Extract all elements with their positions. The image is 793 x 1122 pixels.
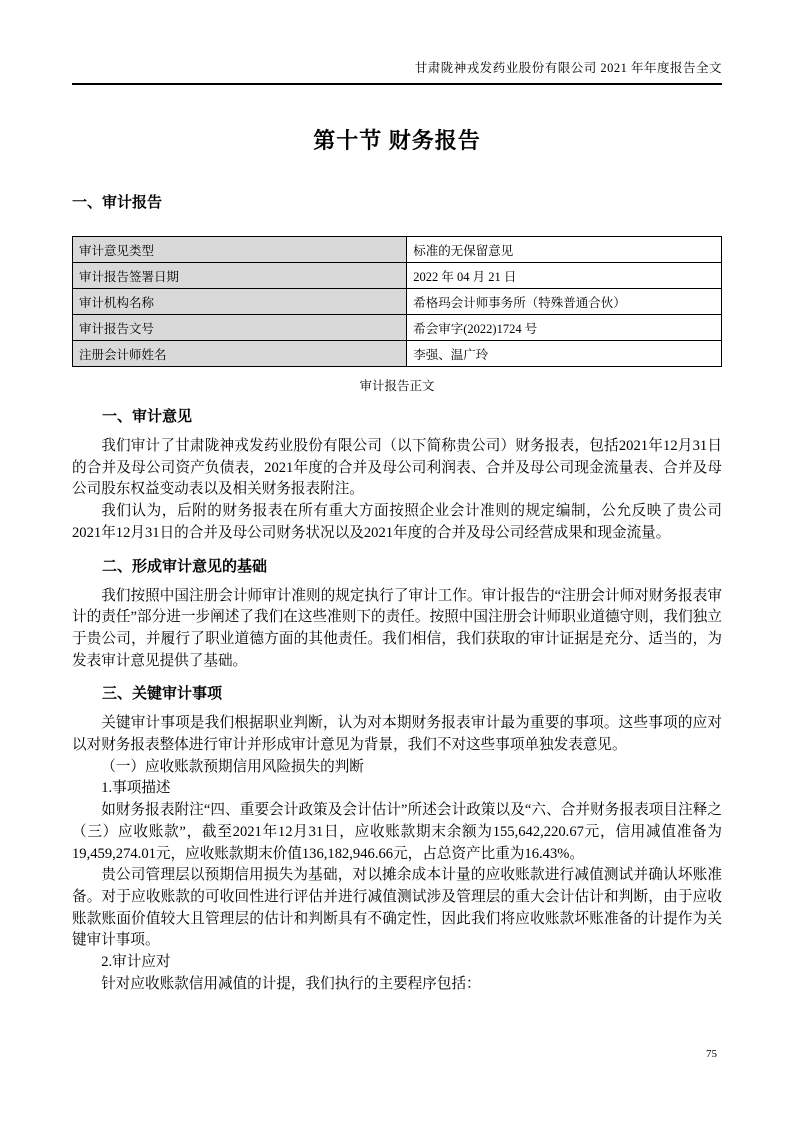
- item1-heading: （一）应收账款预期信用风险损失的判断: [101, 758, 364, 775]
- page-title: 第十节 财务报告: [313, 128, 481, 153]
- table-row: [73, 341, 722, 367]
- table-row: [73, 237, 722, 263]
- table-cell-label: 审计报告签署日期: [73, 263, 407, 289]
- audit-summary-table: [72, 236, 722, 367]
- basis-heading: 二、形成审计意见的基础: [102, 558, 268, 575]
- audit-report-heading: 一、审计报告: [72, 195, 163, 211]
- opinion-paragraph-1: 我们审计了甘肃陇神戎发药业股份有限公司（以下简称贵公司）财务报表，包括2021年12月31日的合并及母公司资产负债表，2021年度的合并及母公司利润表、合并及母公司现金流量表、合并及母公司股东权益变动表以及相关财务报表附注。: [72, 438, 722, 498]
- table-row: [73, 315, 722, 341]
- key-matters-paragraph: 关键审计事项是我们根据职业判断，认为对本期财务报表审计最为重要的事项。这些事项的应对以对财务报表整体进行审计并形成审计意见为背景，我们不对这些事项单独发表意见。: [72, 715, 722, 754]
- item1-subheading-response: 2.审计应对: [101, 954, 171, 971]
- table-cell-value: 李强、温广玲: [407, 341, 722, 367]
- page-number: 75: [706, 1048, 717, 1060]
- page-content: [72, 104, 722, 995]
- audit-report-body-subtitle: 审计报告正文: [359, 379, 435, 393]
- item1-paragraph-2: 贵公司管理层以预期信用损失为基础，对以摊余成本计量的应收账款进行减值测试并确认坏账准备。对于应收账款的可收回性进行评估并进行减值测试涉及管理层的重大会计估计和判断，由于应收账款账面价值较大且管理层的估计和判断具有不确定性，因此我们将应收账款坏账准备的计提作为关键审计事项。: [72, 867, 722, 949]
- table-cell-label: 注册会计师姓名: [73, 341, 407, 367]
- table-cell-value: 希格玛会计师事务所（特殊普通合伙）: [407, 289, 722, 315]
- table-cell-label: 审计意见类型: [73, 237, 407, 263]
- table-cell-label: 审计报告文号: [73, 315, 407, 341]
- key-matters-heading: 三、关键审计事项: [102, 686, 223, 703]
- table-cell-value: 希会审字(2022)1724 号: [407, 315, 722, 341]
- table-row: [73, 263, 722, 289]
- item1-paragraph-3: 针对应收账款信用减值的计提，我们执行的主要程序包括：: [101, 975, 481, 992]
- item1-subheading-description: 1.事项描述: [101, 780, 171, 797]
- basis-paragraph: 我们按照中国注册会计师审计准则的规定执行了审计工作。审计报告的“注册会计师对财务报表审计的责任”部分进一步阐述了我们在这些准则下的责任。按照中国注册会计师职业道德守则，我们独立于贵公司，并履行了职业道德方面的其他责任。我们相信，我们获取的审计证据是充分、适当的，为发表审计意见提供了基础。: [72, 587, 722, 669]
- table-row: [73, 289, 722, 315]
- table-cell-value: 标准的无保留意见: [407, 237, 722, 263]
- opinion-paragraph-2: 我们认为，后附的财务报表在所有重大方面按照企业会计准则的规定编制，公允反映了贵公司2021年12月31日的合并及母公司财务状况以及2021年度的合并及母公司经营成果和现金流量。: [72, 503, 722, 541]
- opinion-heading: 一、审计意见: [102, 409, 193, 425]
- item1-paragraph-1: 如财务报表附注“四、重要会计政策及会计估计”所述会计政策以及“六、合并财务报表项目注释之（三）应收账款”，截至2021年12月31日，应收账款期末余额为155,642,220.67元，信用减值准备为19,459,274.01元，应收账款期末价值136,182,946.66元，占总资产比重为16.43%。: [72, 802, 722, 862]
- table-cell-value: 2022 年 04 月 21 日: [407, 263, 722, 289]
- page-header: 甘肃陇神戎发药业股份有限公司 2021 年年度报告全文: [72, 58, 722, 85]
- table-cell-label: 审计机构名称: [73, 289, 407, 315]
